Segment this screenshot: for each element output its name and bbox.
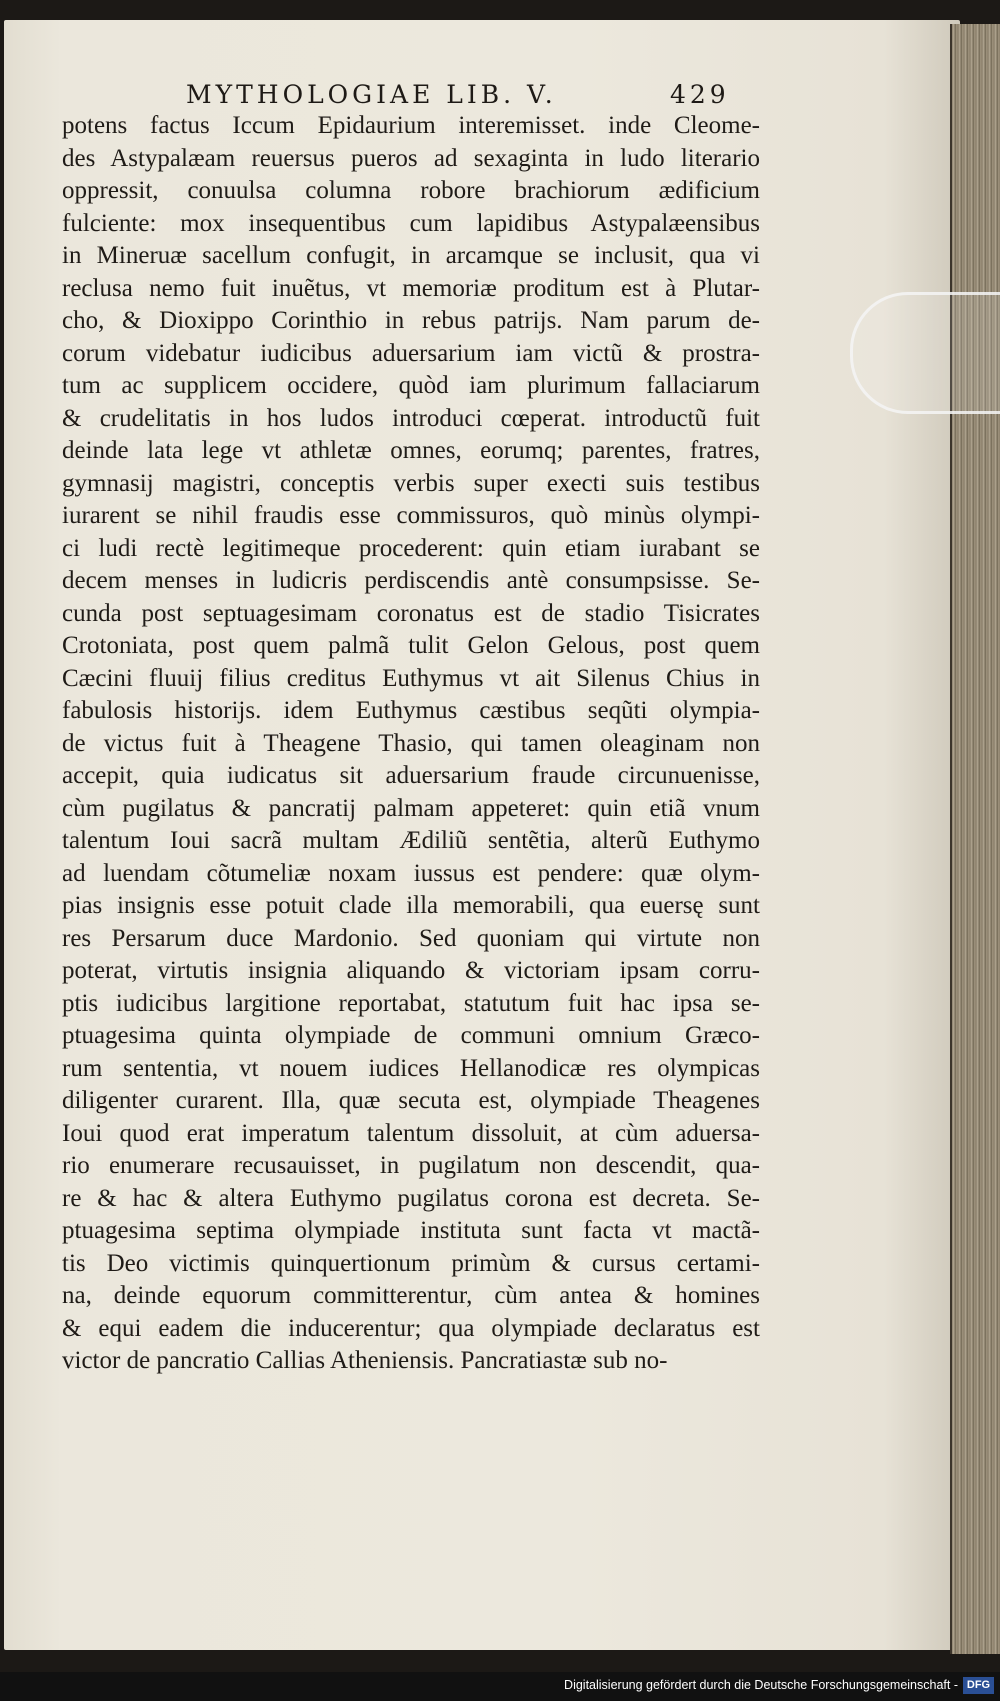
page-clip bbox=[850, 292, 1000, 414]
text-line: tum ac supplicem occidere, quòd iam plurimum fallaciarum bbox=[62, 372, 760, 399]
text-line: diligenter curarent. Illa, quæ secuta est, olympiade Theagenes bbox=[62, 1087, 760, 1114]
text-line: cunda post septuagesimam coronatus est de stadio Tisicrates bbox=[62, 599, 760, 627]
text-line: des Astypalæam reuersus pueros ad sexaginta in ludo literario bbox=[62, 144, 760, 172]
footer-credit: Digitalisierung gefördert durch die Deutsche Forschungsgemeinschaft - bbox=[564, 1678, 958, 1692]
text-line: fabulosis historijs. idem Euthymus cæstibus seqũti olympia- bbox=[62, 697, 760, 724]
text-line: oppressit, conuulsa columna robore brachiorum ædificium bbox=[62, 177, 760, 204]
text-line: ptuagesima septima olympiade instituta sunt facta vt mactã- bbox=[62, 1217, 760, 1244]
text-line: na, deinde equorum committerentur, cùm antea & homines bbox=[62, 1282, 760, 1309]
text-line: cho, & Dioxippo Corinthio in rebus patrijs. Nam parum de- bbox=[62, 307, 760, 334]
text-line: res Persarum duce Mardonio. Sed quoniam qui virtute non bbox=[62, 924, 760, 952]
running-title: MYTHOLOGIAE LIB. V. bbox=[186, 80, 557, 109]
text-line: de victus fuit à Theagene Thasio, qui tamen oleaginam non bbox=[62, 729, 760, 757]
text-line: in Mineruæ sacellum confugit, in arcamque se inclusit, qua vi bbox=[62, 242, 760, 269]
text-line: & crudelitatis in hos ludos introduci cœperat. introductũ fuit bbox=[62, 404, 760, 432]
text-line: deinde lata lege vt athletæ omnes, eorumq; parentes, fratres, bbox=[62, 437, 760, 464]
text-line: victor de pancratio Callias Atheniensis. Pancratiastæ sub no- bbox=[62, 1347, 668, 1374]
text-line: corum videbatur iudicibus aduersarium iam victũ & prostra- bbox=[62, 339, 760, 367]
text-line: tis Deo victimis quinquertionum primùm & cursus certami- bbox=[62, 1249, 760, 1277]
text-line: talentum Ioui sacrã multam Ædiliũ sentẽtia, alterũ Euthymo bbox=[62, 827, 760, 854]
text-line: gymnasij magistri, conceptis verbis super execti suis testibus bbox=[62, 469, 760, 497]
text-line: poterat, virtutis insignia aliquando & victoriam ipsam corru- bbox=[62, 957, 760, 984]
text-line: ptis iudicibus largitione reportabat, statutum fuit hac ipsa se- bbox=[62, 989, 760, 1017]
text-line: Crotoniata, post quem palmã tulit Gelon Gelous, post quem bbox=[62, 632, 760, 659]
text-line: iurarent se nihil fraudis esse commissuros, quò minùs olympi- bbox=[62, 502, 760, 529]
text-line: accepit, quia iudicatus sit aduersarium fraude circunuenisse, bbox=[62, 762, 760, 789]
text-line: re & hac & altera Euthymo pugilatus corona est decreta. Se- bbox=[62, 1184, 760, 1212]
text-line: pias insignis esse potuit clade illa memorabili, qua euersę sunt bbox=[62, 892, 760, 919]
text-line: Cæcini fluuij filius creditus Euthymus vt ait Silenus Chius in bbox=[62, 664, 760, 692]
body-text bbox=[62, 110, 760, 1378]
text-line: fulciente: mox insequentibus cum lapidibus Astypalæensibus bbox=[62, 209, 760, 237]
text-line: ci ludi rectè legitimeque procederent: quin etiam iurabant se bbox=[62, 534, 760, 562]
text-line: Ioui quod erat imperatum talentum dissoluit, at cùm aduersa- bbox=[62, 1119, 760, 1147]
footer-bar bbox=[0, 1672, 1000, 1701]
text-line: ad luendam cõtumeliæ noxam iussus est pendere: quæ olym- bbox=[62, 859, 760, 887]
page-edges bbox=[950, 24, 1000, 1654]
text-line: potens factus Iccum Epidaurium interemisset. inde Cleome- bbox=[62, 112, 760, 139]
text-line: ptuagesima quinta olympiade de communi omnium Græco- bbox=[62, 1022, 760, 1049]
text-line: reclusa nemo fuit inuẽtus, vt memoriæ proditum est à Plutar- bbox=[62, 274, 760, 302]
text-line: rum sententia, vt nouem iudices Hellanodicæ res olympicas bbox=[62, 1054, 760, 1082]
page-number: 429 bbox=[670, 80, 730, 109]
text-line: cùm pugilatus & pancratij palmam appeteret: quin etiã vnum bbox=[62, 794, 760, 822]
text-line: rio enumerare recusauisset, in pugilatum non descendit, qua- bbox=[62, 1152, 760, 1179]
text-line: decem menses in ludicris perdiscendis antè consumpsisse. Se- bbox=[62, 567, 760, 594]
text-line: & equi eadem die inducerentur; qua olympiade declaratus est bbox=[62, 1314, 760, 1342]
dfg-logo: DFG bbox=[963, 1677, 994, 1694]
